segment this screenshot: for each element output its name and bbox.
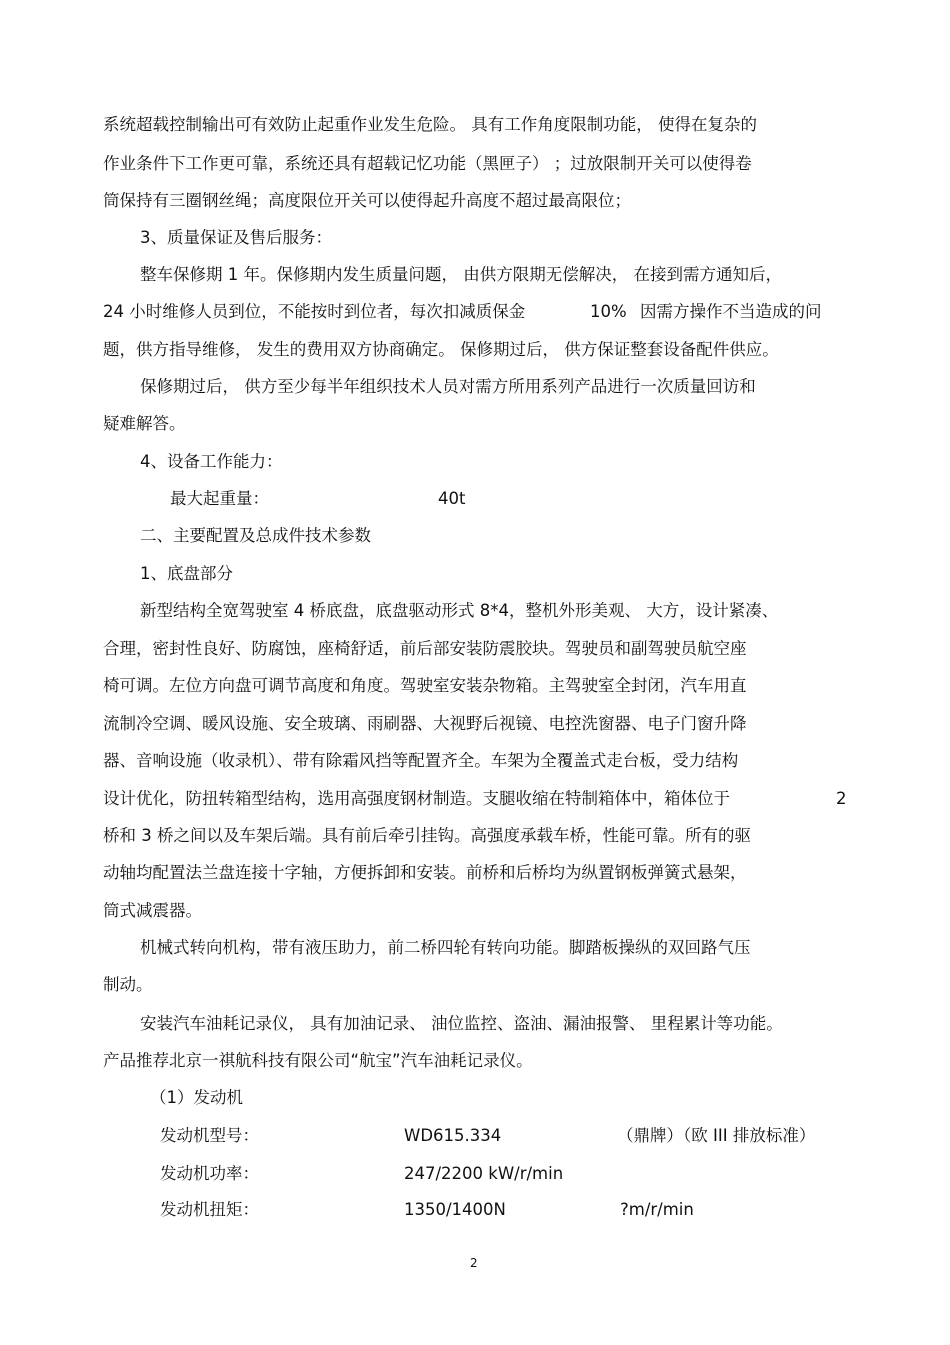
engine-spec-value: 1350/1400N bbox=[404, 1200, 506, 1219]
capacity-label: 最大起重量： bbox=[170, 489, 269, 508]
paragraph-line: 动轴均配置法兰盘连接十字轴，方便拆卸和安装。前桥和后桥均为纵置钢板弹簧式悬架， bbox=[103, 863, 747, 882]
capacity-value: 40t bbox=[438, 489, 466, 508]
part-heading: 二、主要配置及总成件技术参数 bbox=[140, 526, 371, 545]
paragraph-line: 设计优化，防扭转箱型结构，选用高强度钢材制造。支腿收缩在特制箱体中，箱体位于 bbox=[103, 789, 730, 808]
paragraph-line: 筒式减震器。 bbox=[103, 901, 202, 920]
paragraph-line: 安装汽车油耗记录仪， 具有加油记录、 油位监控、盗油、漏油报警、 里程累计等功能。 bbox=[140, 1014, 783, 1033]
paragraph-fragment: 10% bbox=[590, 302, 627, 321]
paragraph-line: 保修期过后， 供方至少每半年组织技术人员对需方所用系列产品进行一次质量回访和 bbox=[140, 377, 756, 396]
engine-heading: （1）发动机 bbox=[150, 1088, 243, 1107]
engine-spec-value: WD615.334 bbox=[404, 1126, 502, 1145]
paragraph-line: 作业条件下工作更可靠，系统还具有超载记忆功能（黑匣子） ；过放限制开关可以使得卷 bbox=[103, 154, 752, 173]
paragraph-line: 题，供方指导维修， 发生的费用双方协商确定。 保修期过后， 供方保证整套设备配件供应。 bbox=[103, 340, 779, 359]
engine-spec-note: ?m/r/min bbox=[620, 1200, 694, 1219]
engine-spec-value: 247/2200 kW/r/min bbox=[404, 1164, 564, 1183]
paragraph-line: 流制冷空调、暖风设施、安全玻璃、雨刷器、大视野后视镜、电控洗窗器、电子门窗升降 bbox=[103, 714, 747, 733]
paragraph-line: 器、音响设施（收录机）、带有除霜风挡等配置齐全。车架为全覆盖式走台板，受力结构 bbox=[103, 751, 739, 770]
paragraph-line: 系统超载控制输出可有效防止起重作业发生危险。 具有工作角度限制功能， 使得在复杂的 bbox=[103, 115, 757, 134]
engine-spec-label: 发动机扭矩： bbox=[160, 1200, 259, 1219]
paragraph-line: 24 小时维修人员到位，不能按时到位者，每次扣减质保金 bbox=[103, 302, 526, 321]
engine-spec-label: 发动机型号： bbox=[160, 1126, 259, 1145]
paragraph-line: 合理，密封性良好、防腐蚀，座椅舒适，前后部安装防震胶块。驾驶员和副驾驶员航空座 bbox=[103, 639, 747, 658]
paragraph-fragment: 因需方操作不当造成的问 bbox=[640, 302, 822, 321]
engine-spec-note: （鼎牌）（欧 III 排放标准） bbox=[617, 1126, 816, 1145]
paragraph-fragment: 2 bbox=[836, 789, 847, 808]
paragraph-line: 制动。 bbox=[103, 975, 153, 994]
section-heading: 3、质量保证及售后服务： bbox=[140, 228, 332, 247]
paragraph-line: 疑难解答。 bbox=[103, 414, 186, 433]
subsection-heading: 1、底盘部分 bbox=[140, 564, 233, 583]
paragraph-line: 机械式转向机构，带有液压助力，前二桥四轮有转向功能。脚踏板操纵的双回路气压 bbox=[140, 938, 751, 957]
paragraph-line: 新型结构全宽驾驶室 4 桥底盘，底盘驱动形式 8*4，整机外形美观、 大方，设计紧凑、 bbox=[140, 601, 779, 620]
paragraph-line: 整车保修期 1 年。保修期内发生质量问题， 由供方限期无偿解决， 在接到需方通知后， bbox=[140, 265, 782, 284]
page-number: 2 bbox=[470, 1256, 478, 1270]
paragraph-line: 椅可调。左位方向盘可调节高度和角度。驾驶室安装杂物箱。主驾驶室全封闭，汽车用直 bbox=[103, 676, 747, 695]
paragraph-line: 产品推荐北京一祺航科技有限公司“航宝”汽车油耗记录仪。 bbox=[103, 1051, 533, 1070]
engine-spec-label: 发动机功率： bbox=[160, 1164, 259, 1183]
section-heading: 4、设备工作能力： bbox=[140, 452, 283, 471]
paragraph-line: 筒保持有三圈钢丝绳；高度限位开关可以使得起升高度不超过最高限位； bbox=[103, 191, 631, 210]
paragraph-line: 桥和 3 桥之间以及车架后端。具有前后牵引挂钩。高强度承载车桥，性能可靠。所有的驱 bbox=[103, 826, 751, 845]
